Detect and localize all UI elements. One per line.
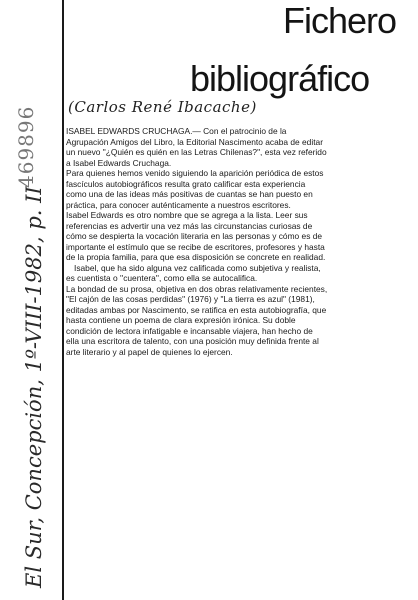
handwritten-catalog-number: 469896 (14, 105, 38, 188)
handwritten-byline: (Carlos René Ibacache) (68, 98, 257, 116)
article-paragraph: ISABEL EDWARDS CRUCHAGA.— Con el patrocinio de la Agrupación Amigos del Libro, la Editorial Nascimento acaba de editar un nuevo "¿Quién es quién en las Letras Chilenas?", esta vez referido a Isabel Edwards Cruchaga. (66, 126, 327, 168)
handwritten-source-annotation: El Sur, Concepción, 1º-VIII-1982, p. II (22, 186, 46, 588)
article-paragraph: Isabel Edwards es otro nombre que se agrega a la lista. Leer sus referencias es advertir una vez más las circunstancias curiosas de cómo se despierta la vocación literaria en las personas y cómo es de importante el estímulo que se recibe de escritores, profesores y hasta de la propia familia, para que esa disposición se concrete en realidad. (66, 210, 326, 262)
article-paragraph: Isabel, que ha sido alguna vez calificada como subjetiva y realista, es cuentista o ''cuentera'', como ella se autocalifica. (66, 262, 321, 283)
title-line-1: Fichero (283, 0, 397, 41)
article-paragraph: La bondad de su prosa, objetiva en dos obras relativamente recientes, "El cajón de las cosas perdidas" (1976) y "La tierra es azul" (1981), editadas ambas por Nascimento, se ratifica en esta autobiografía, que hasta contiene un poema de clara expresión irónica. Su doble condición de lectora infatigable e incansable viajera, han hecho de ella una escritora de talento, con una posición muy definida frente al arte literario y al papel de quienes lo ejercen. (66, 283, 328, 357)
article-paragraph: Para quienes hemos venido siguiendo la aparición periódica de estos fascículos autobiográficos resulta grato calificar esta experiencia como una de las ideas más positivas de cuantas se han puesto en práctica, para conocer auténticamente a nuestros escritores. (66, 168, 324, 210)
title-line-2: bibliográfico (190, 58, 370, 99)
column-rule (62, 0, 64, 600)
article-body (66, 126, 328, 357)
